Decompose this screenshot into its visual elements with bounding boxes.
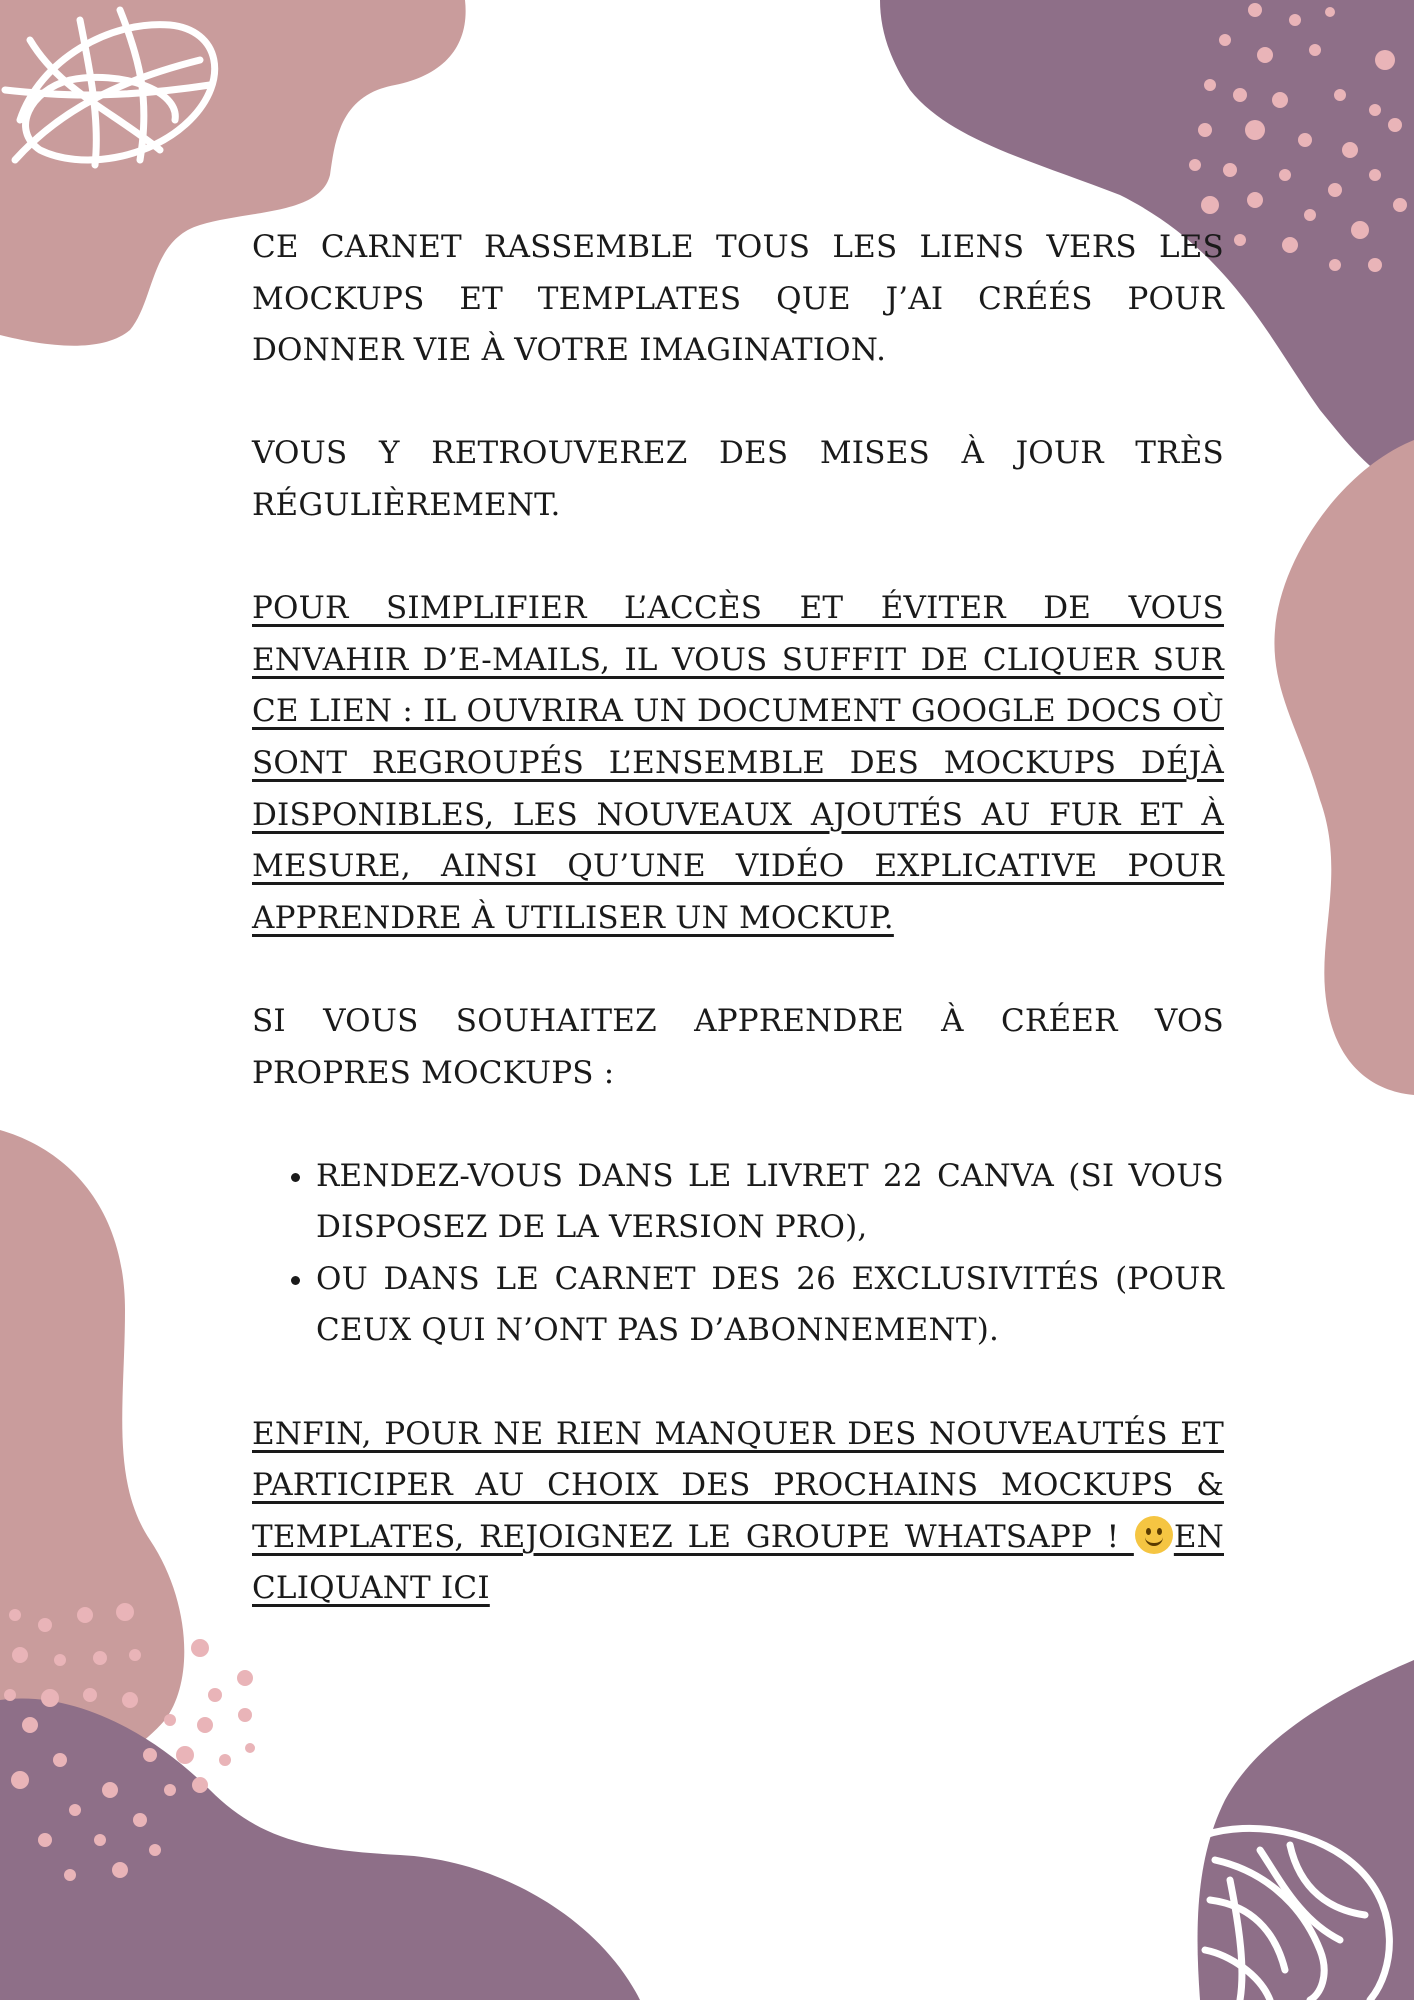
bottom-left-mauve-blob <box>0 1698 640 2000</box>
whatsapp-text: ENFIN, POUR NE RIEN MANQUER DES NOUVEAUTÉS ET PARTICIPER AU CHOIX DES PROCHAINS MOCKUPS & TEMPLATES, REJOIGNEZ LE GROUPE WHATSAPP ! <box>252 1415 1224 1555</box>
learn-paragraph: SI VOUS SOUHAITEZ APPRENDRE À CRÉER VOS PROPRES MOCKUPS : <box>252 1002 1224 1091</box>
whatsapp-link-text: EN CLIQUANT ICI <box>252 1518 1224 1607</box>
slightly-smiling-face-icon <box>1135 1516 1173 1554</box>
updates-paragraph: VOUS Y RETROUVEREZ DES MISES À JOUR TRÈS RÉGULIÈREMENT. <box>252 435 1224 523</box>
whatsapp-group-link[interactable] <box>252 1416 1224 1607</box>
document-body <box>252 222 1224 1667</box>
google-docs-link[interactable]: POUR SIMPLIFIER L’ACCÈS ET ÉVITER DE VOUS ENVAHIR D’E-MAILS, IL VOUS SUFFIT DE CLIQUER SUR CE LIEN : IL OUVRIRA UN DOCUMENT GOOGLE DOCS OÙ SONT REGROUPÉS L’ENSEMBLE DES MOCKUPS DÉJÀ DISPONIBLES, LES NOUVEAUX AJOUTÉS AU FUR ET À MESURE, AINSI QU’UNE VIDÉO EXPLICATIVE POUR APPRENDRE À UTILISER UN MOCKUP. <box>252 590 1224 936</box>
whatsapp-paragraph <box>252 1409 1224 1615</box>
resource-list <box>252 1151 1224 1357</box>
intro-paragraph: CE CARNET RASSEMBLE TOUS LES LIENS VERS LES MOCKUPS ET TEMPLATES QUE J’AI CRÉÉS POUR DONNER VIE À VOTRE IMAGINATION. <box>252 229 1224 369</box>
list-item: • OU DANS LE CARNET DES 26 EXCLUSIVITÉS (POUR CEUX QUI N’ONT PAS D’ABONNEMENT). <box>316 1254 1224 1357</box>
list-item: • RENDEZ-VOUS DANS LE LIVRET 22 CANVA (SI VOUS DISPOSEZ DE LA VERSION PRO), <box>316 1151 1224 1254</box>
access-paragraph <box>252 583 1224 944</box>
right-rose-blob <box>1274 440 1414 1095</box>
